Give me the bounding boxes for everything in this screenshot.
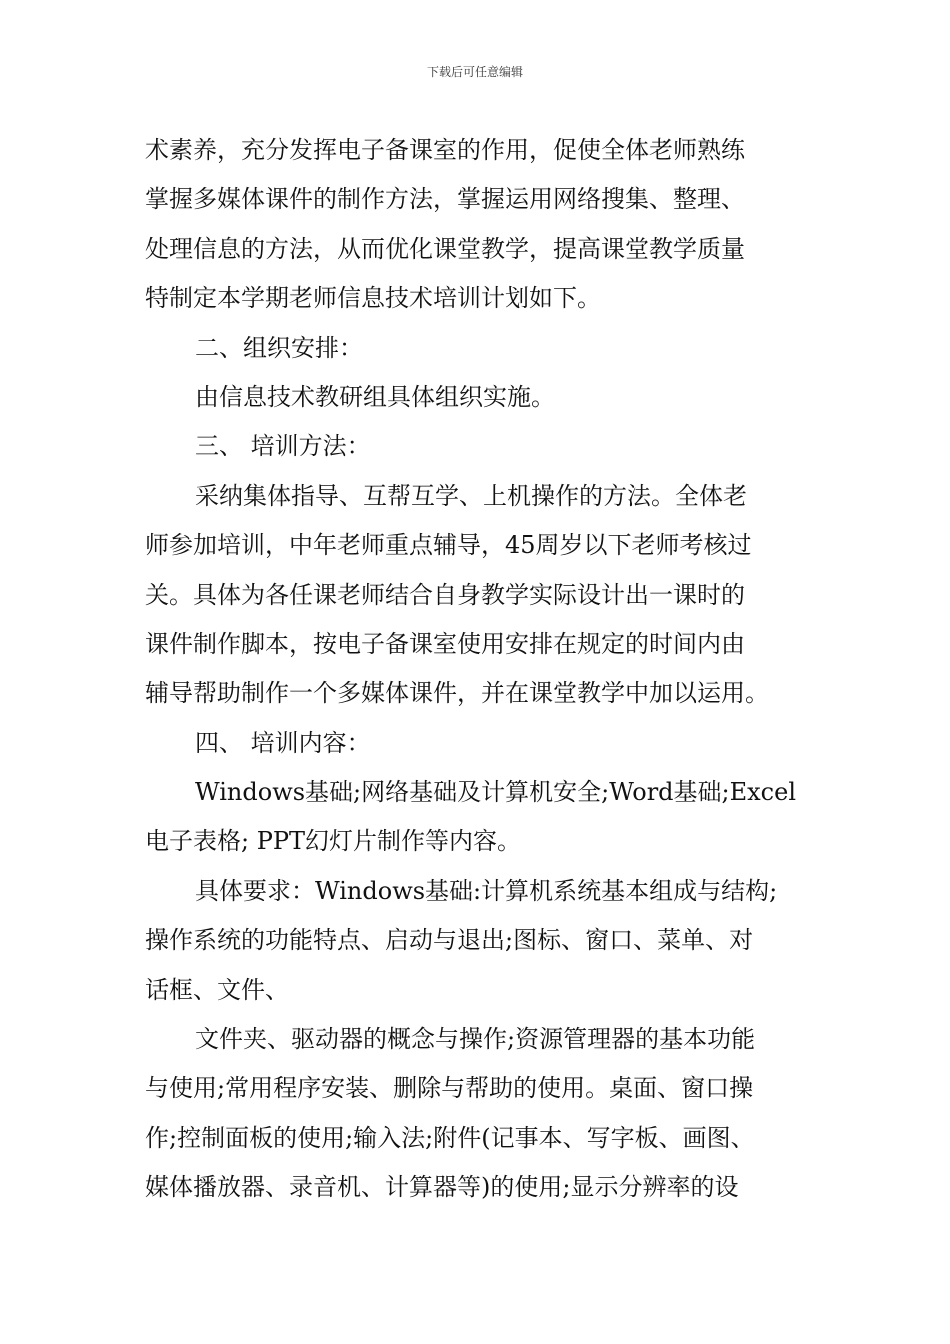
text-line: 具体要求：Windows基础:计算机系统基本组成与结构; [195, 876, 778, 905]
text-line: 术素养，充分发挥电子备课室的作用，促使全体老师熟练 [145, 136, 745, 164]
text-line: 媒体播放器、录音机、计算器等)的使用;显示分辨率的设 [145, 1173, 739, 1202]
text-line: 作;控制面板的使用;输入法;附件(记事本、写字板、画图、 [145, 1123, 755, 1152]
text-line: 辅导帮助制作一个多媒体课件，并在课堂教学中加以运用。 [145, 679, 769, 708]
text-line: 话框、文件、 [145, 975, 289, 1004]
text-line: 电子表格; PPT幻灯片制作等内容。 [145, 827, 522, 856]
text-line: 课件制作脚本，按电子备课室使用安排在规定的时间内由 [145, 629, 745, 658]
text-line: 操作系统的功能特点、启动与退出;图标、窗口、菜单、对 [145, 926, 754, 955]
text-line: 关。具体为各任课老师结合自身教学实际设计出一课时的 [145, 580, 745, 609]
text-line: 采纳集体指导、互帮互学、上机操作的方法。全体老 [195, 481, 747, 510]
text-line: 处理信息的方法，从而优化课堂教学，提高课堂教学质量 [145, 234, 745, 263]
page-header: 下载后可任意编辑 [426, 65, 523, 79]
text-line: 掌握多媒体课件的制作方法，掌握运用网络搜集、整理、 [145, 185, 745, 214]
text-line: 四、 培训内容： [195, 728, 371, 757]
text-line: 由信息技术教研组具体组织实施。 [195, 382, 555, 411]
text-line: 三、 培训方法： [195, 432, 371, 461]
text-line: Windows基础;网络基础及计算机安全;Word基础;Excel [195, 778, 797, 807]
text-line: 师参加培训，中年老师重点辅导，45周岁以下老师考核过 [145, 531, 752, 560]
document-body [145, 126, 825, 1213]
text-line: 文件夹、驱动器的概念与操作;资源管理器的基本功能 [195, 1025, 756, 1054]
text-line: 特制定本学期老师信息技术培训计划如下。 [145, 284, 601, 313]
text-line: 二、组织安排： [195, 333, 363, 362]
text-line: 与使用;常用程序安装、删除与帮助的使用。桌面、窗口操 [145, 1074, 754, 1103]
